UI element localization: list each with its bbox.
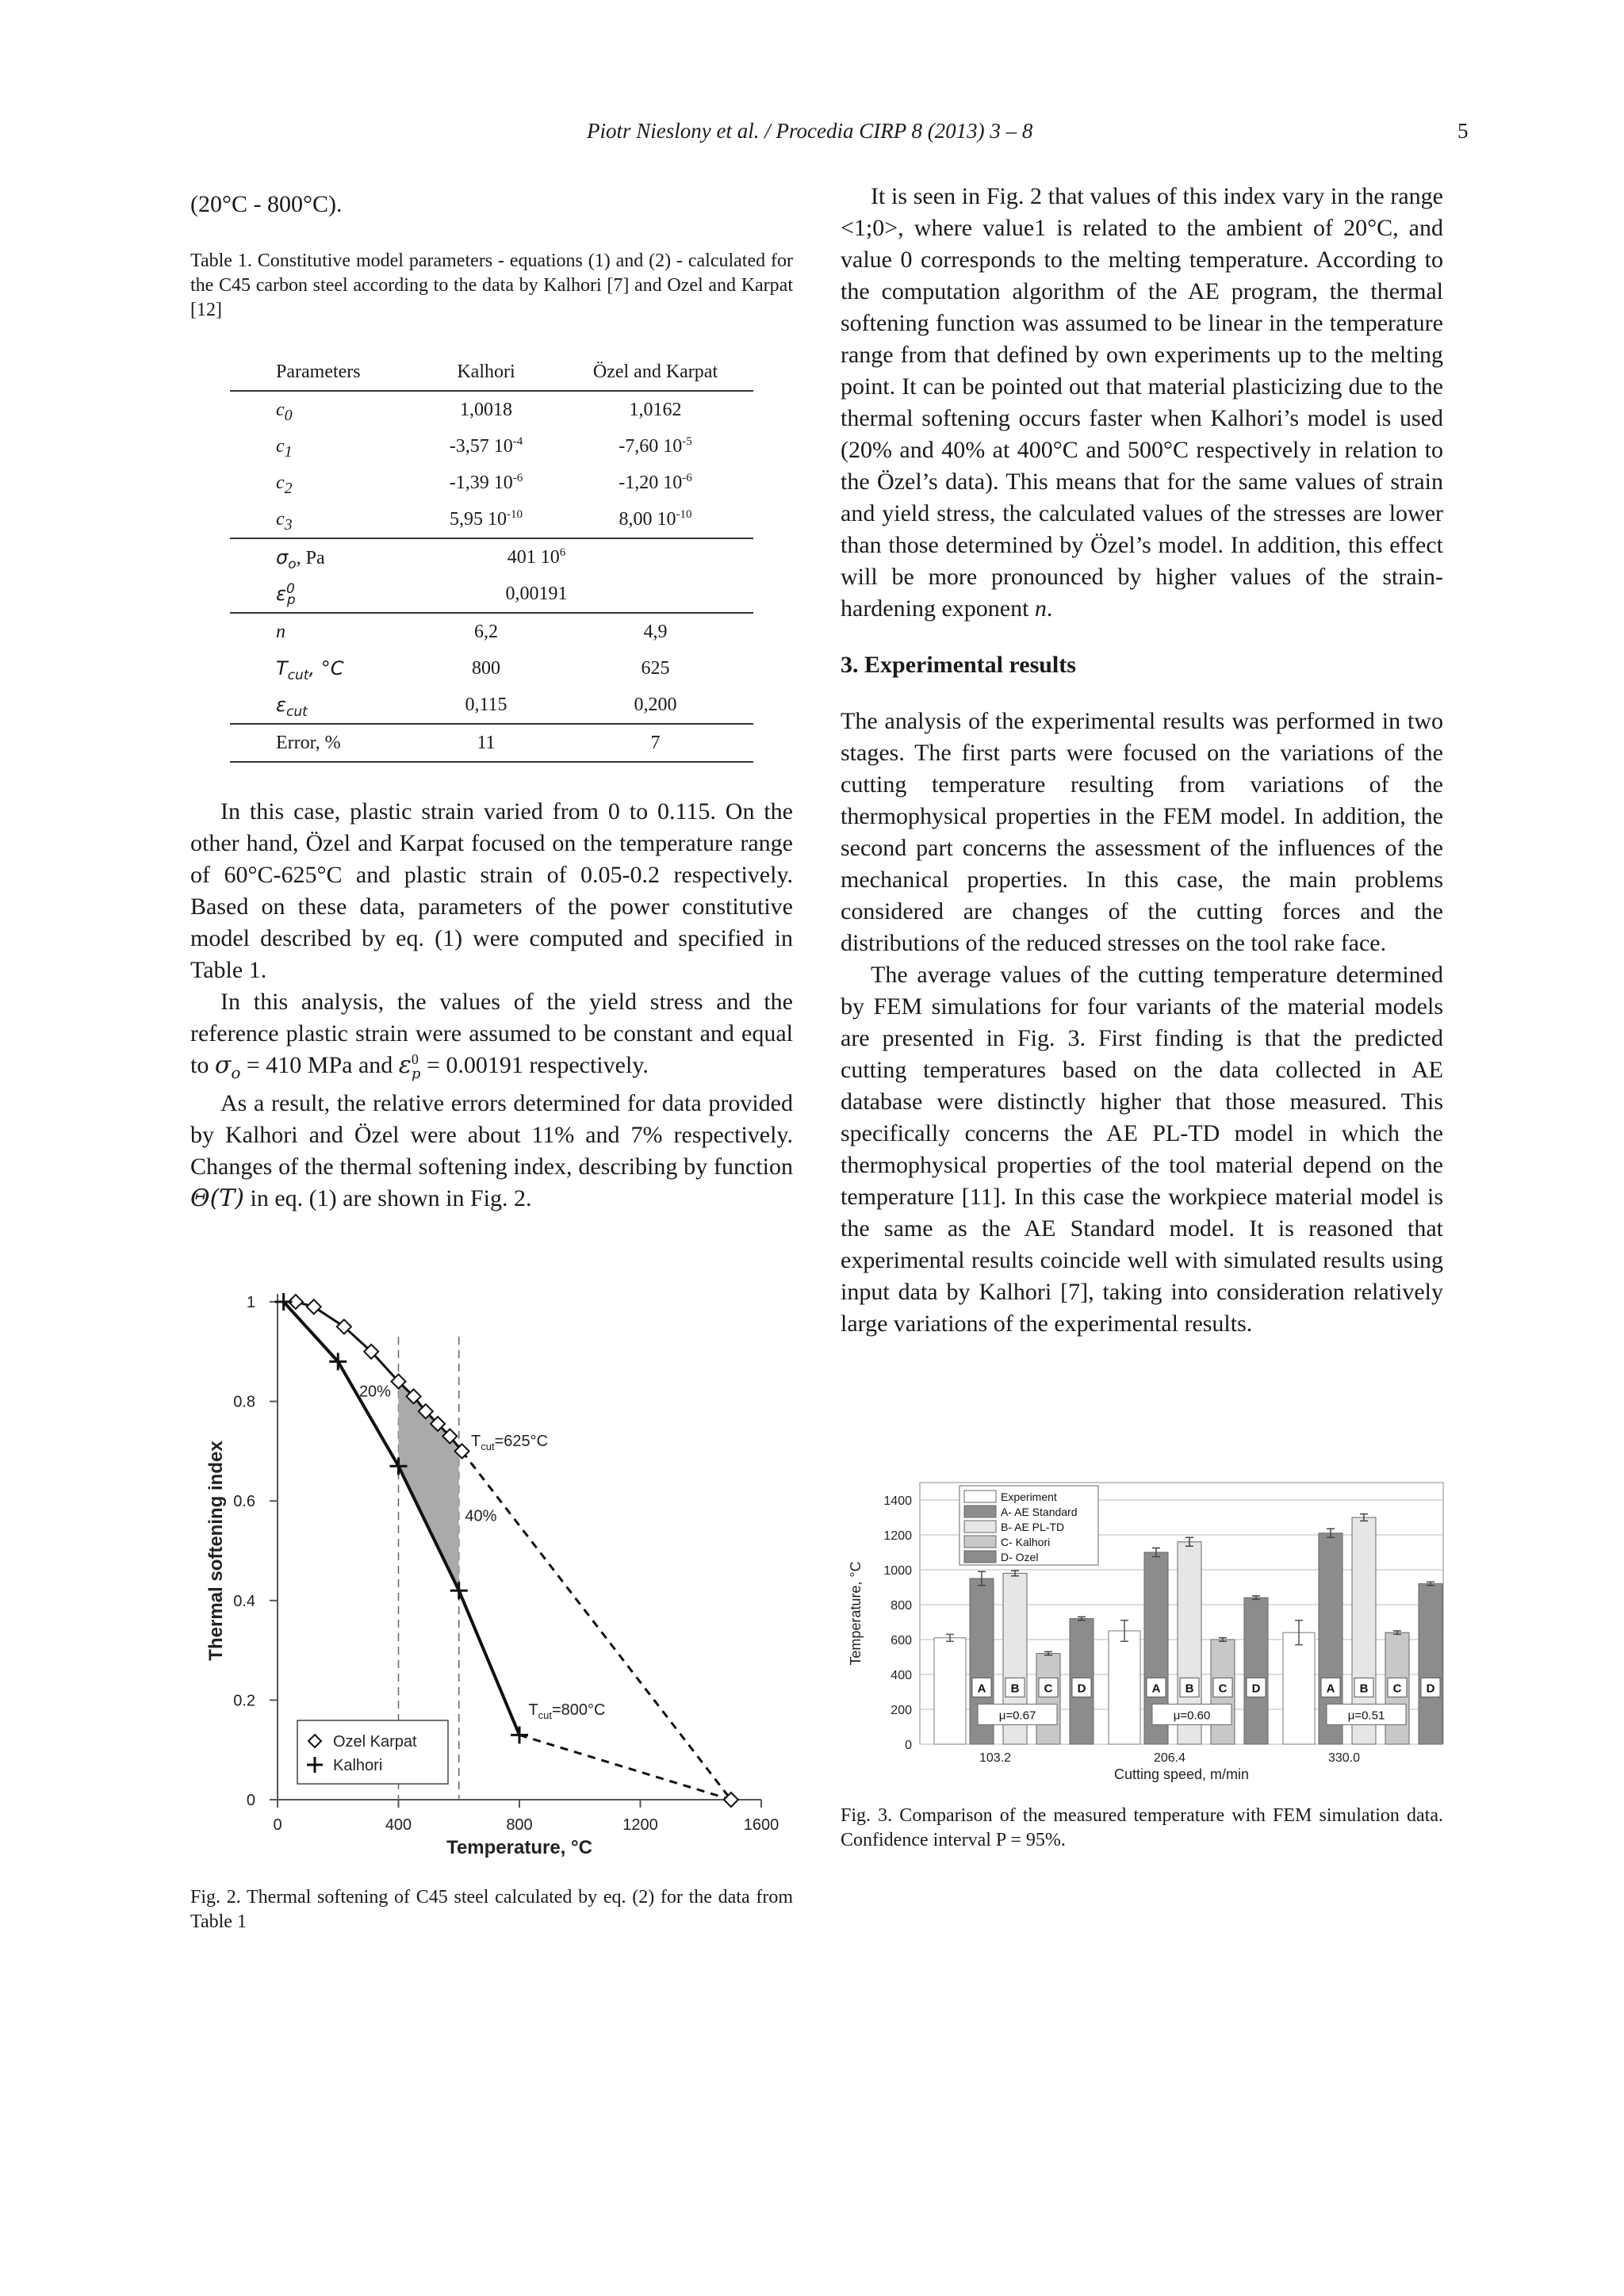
header-cell: Parameters <box>230 354 415 391</box>
bar-d <box>1244 1598 1268 1744</box>
extrapolation-line <box>462 1451 731 1800</box>
table-row <box>230 391 753 428</box>
table-row <box>230 613 753 650</box>
paragraph: It is seen in Fig. 2 that values of this index vary in the range <1;0>, where value1 is related to the ambient of 20°C, and value 0 corresponds to the melting temperature. According to the computation algorithm of the AE program, the thermal softening function was assumed to be linear in the temperature range from that defined by own experiments up to the melting point. It can be pointed out that material plasticizing due to the thermal softening occurs faster when Kalhori’s model is used (20% and 40% at 400°C and 500°C respectively in relation to the Özel’s data). This means that for the same values of strain and yield stress, the calculated values of the stresses are lower than those determined by Özel’s model. In addition, this effect will be more pronounced by higher values of the strain-hardening exponent n. <box>841 183 1443 622</box>
kalhori-cell: 11 <box>415 724 557 762</box>
legend-label: B- AE PL-TD <box>1001 1521 1065 1533</box>
right-column <box>841 181 1443 1340</box>
legend-label: Ozel Karpat <box>333 1733 417 1751</box>
ozel-cell: 7 <box>557 724 753 762</box>
param-cell: $T_{cut}$, °C <box>276 656 344 683</box>
y-tick-label: 1000 <box>883 1564 912 1578</box>
fig2-caption: Fig. 2. Thermal softening of C45 steel calculated by eq. (2) for the data from Table 1 <box>190 1887 793 1932</box>
kalhori-point <box>450 1582 468 1599</box>
ozel-cell: -7,60 $10^{-5}$ <box>619 434 692 457</box>
header-cell: Özel and Karpat <box>557 354 753 391</box>
param-cell: $\sigma_o$, Pa <box>276 545 325 572</box>
paragraph: In this case, plastic strain varied from 0 to 0.115. On the other hand, Özel and Karpat focused on the temperature range of 60°C-625°C and plastic strain of 0.05-0.2 respectively. Based on these data, parameters of the power constitutive model described by eq. (1) were computed and specified in Table 1. <box>190 798 793 983</box>
y-tick-label: 0.6 <box>233 1493 255 1511</box>
legend-swatch <box>964 1521 996 1533</box>
bar-letter: C <box>1392 1682 1402 1696</box>
running-title: Piotr Nieslony et al. / Procedia CIRP 8 (2013) 3 – 8 <box>587 119 1033 143</box>
param-cell: $c_0$ <box>276 399 293 424</box>
y-tick-label: 1200 <box>883 1529 912 1543</box>
x-axis-title: Cutting speed, m/min <box>1113 1766 1250 1782</box>
bar-d <box>1419 1584 1442 1744</box>
bar-letter: B <box>1010 1682 1020 1696</box>
legend-swatch <box>964 1551 996 1563</box>
paragraph: The average values of the cutting temperature determined by FEM simulations for four variants of the material models are presented in Fig. 3. First finding is that the predicted cutting temperatures based on the data collected in AE database were distinctly higher that those measured. This specifically concerns the AE PL-TD model in which the thermophysical properties of the tool material depend on the temperature [11]. In this case the workpiece material model is the same as the AE Standard model. It is reasoned that experimental results coincide well with simulated results using input data by Kalhori [7], taking into consideration relatively large variations of the experimental results. <box>841 962 1443 1337</box>
y-tick-label: 0.2 <box>233 1692 255 1710</box>
legend-label: Experiment <box>1001 1490 1057 1503</box>
paragraph: The analysis of the experimental results was performed in two stages. The first parts were focused on the variations of the cutting temperature resulting from variations of the thermophysical properties in the FEM model. In addition, the second part concerns the assessment of the influences of the mechanical properties. In this case, the main problems considered are changes of the cutting forces and the distributions of the reduced stresses on the tool rake face. <box>841 708 1443 956</box>
bar-letter: C <box>1218 1682 1228 1696</box>
param-cell: $c_2$ <box>276 472 293 497</box>
param-cell: $c_1$ <box>276 435 293 461</box>
shared-value-cell: 0,00191 <box>415 576 753 613</box>
y-tick-label: 400 <box>891 1669 912 1682</box>
ozel-cell: 4,9 <box>643 621 668 642</box>
fig2-axes <box>205 1294 779 1858</box>
table-row <box>230 724 753 762</box>
y-tick-label: 0 <box>905 1739 912 1752</box>
legend-label: A- AE Standard <box>1001 1506 1078 1518</box>
fig3-temperature-chart <box>841 1471 1451 1788</box>
parameters-table <box>230 354 753 763</box>
y-tick-label: 200 <box>891 1704 912 1717</box>
section-title: 3. Experimental results <box>841 652 1076 678</box>
y-axis-title: Thermal softening index <box>205 1441 227 1661</box>
bar-experiment <box>1109 1631 1140 1744</box>
table-row-sigma <box>230 538 753 576</box>
annotation: $T_{cut}=800^\circ C$ <box>528 1701 606 1722</box>
table-header-row <box>230 354 753 391</box>
kalhori-cell: 1,0018 <box>460 399 512 420</box>
param-cell: $\varepsilon^0_p$ <box>230 576 415 613</box>
x-tick-label: 800 <box>506 1816 533 1834</box>
annotation: 40% <box>465 1507 497 1525</box>
bar-letter: D <box>1077 1682 1086 1696</box>
param-cell: $\varepsilon_{cut}$ <box>230 687 415 724</box>
ozel-cell: 1,0162 <box>629 399 682 420</box>
bar-c <box>1036 1654 1060 1744</box>
header-cell: Kalhori <box>415 354 557 391</box>
table-row-epsilon <box>230 576 753 613</box>
bar-experiment <box>1283 1632 1315 1744</box>
table-row <box>230 465 753 501</box>
bar-letter: A <box>977 1682 986 1696</box>
table-row <box>230 501 753 538</box>
bar-letter: D <box>1251 1682 1261 1696</box>
y-tick-label: 0 <box>246 1792 255 1809</box>
bar-experiment <box>934 1638 966 1744</box>
legend-label: Kalhori <box>333 1757 383 1774</box>
ozel-cell: -1,20 $10^{-6}$ <box>619 471 692 493</box>
ozel-cell: 625 <box>641 657 670 679</box>
extrapolation-line <box>519 1735 731 1800</box>
mu-label: μ=0.67 <box>998 1709 1036 1723</box>
kalhori-cell: 0,115 <box>415 687 557 724</box>
bar-letter: A <box>1151 1682 1161 1696</box>
table-caption: Table 1. Constitutive model parameters - equations (1) and (2) - calculated for the C45 carbon steel according to the data by Kalhori [7] and Ozel and Karpat [12] <box>190 251 793 320</box>
bar-letter: D <box>1426 1682 1435 1696</box>
legend-label: C- Kalhori <box>1001 1536 1051 1548</box>
paragraph: In this analysis, the values of the yield stress and the reference plastic strain were assumed to be constant and equal to $\sigma_o = 410$ MPa and $\varepsilon^0_p = 0.00191$ respectively. <box>190 989 793 1082</box>
annotation: $T_{cut}=625^\circ C$ <box>471 1433 549 1453</box>
fig3-caption: Fig. 3. Comparison of the measured temperature with FEM simulation data. Confidence interval P = 95%. <box>841 1805 1443 1850</box>
x-tick-label: 400 <box>385 1816 412 1834</box>
x-tick-label: 206.4 <box>1153 1751 1186 1765</box>
y-tick-label: 600 <box>891 1634 912 1647</box>
kalhori-cell: -3,57 $10^{-4}$ <box>449 434 523 457</box>
table-row <box>230 687 753 724</box>
page-number: 5 <box>1457 119 1469 143</box>
x-tick-label: 0 <box>273 1816 282 1834</box>
x-tick-label: 103.2 <box>979 1751 1012 1765</box>
legend-swatch <box>964 1506 996 1517</box>
legend-swatch <box>964 1490 996 1502</box>
ozel-point <box>307 1299 321 1314</box>
bar-letter: B <box>1359 1682 1369 1696</box>
legend-label: D- Ozel <box>1001 1551 1039 1563</box>
param-cell: n <box>276 621 285 642</box>
x-tick-label: 1600 <box>743 1816 779 1834</box>
param-cell: $c_3$ <box>230 501 415 538</box>
kalhori-cell: -1,39 $10^{-6}$ <box>449 471 523 493</box>
y-tick-label: 1 <box>246 1294 255 1311</box>
shared-value-cell: 401 $10^6$ <box>507 545 566 568</box>
ozel-cell: 8,00 $10^{-10}$ <box>557 501 753 538</box>
ozel-cell: 0,200 <box>557 687 753 724</box>
param-cell: Error, % <box>230 724 415 762</box>
bar-letter: B <box>1185 1682 1194 1696</box>
fragment-text: (20°C - 800°C). <box>190 191 343 217</box>
mu-label: μ=0.60 <box>1173 1709 1211 1723</box>
table-row <box>230 650 753 687</box>
x-axis-title: Temperature, °C <box>446 1837 592 1858</box>
page-header <box>0 119 1624 151</box>
left-body-text <box>190 796 793 1215</box>
x-tick-label: 1200 <box>622 1816 658 1834</box>
kalhori-cell: 800 <box>472 657 500 679</box>
mu-label: μ=0.51 <box>1347 1709 1385 1723</box>
table-row <box>230 428 753 465</box>
y-tick-label: 1400 <box>883 1494 912 1508</box>
y-tick-label: 0.8 <box>233 1393 255 1411</box>
y-axis-title: Temperature, °C <box>848 1561 864 1666</box>
annotation: 20% <box>358 1383 391 1401</box>
fig2-series <box>275 1293 738 1807</box>
kalhori-cell: 5,95 $10^{-10}$ <box>415 501 557 538</box>
kalhori-cell: 6,2 <box>474 621 498 642</box>
fig2-thermal-softening-chart <box>198 1276 785 1863</box>
y-tick-label: 800 <box>891 1599 912 1613</box>
y-tick-label: 0.4 <box>233 1592 255 1610</box>
bar-letter: C <box>1044 1682 1053 1696</box>
bar-letter: A <box>1326 1682 1335 1696</box>
legend-box <box>297 1720 448 1784</box>
paragraph: As a result, the relative errors determined for data provided by Kalhori and Özel were about 11% and 7% respectively. Changes of the thermal softening index, describing by function Θ(T) in eq. (1) are shown in Fig. 2. <box>190 1090 793 1212</box>
kalhori-point <box>511 1726 528 1743</box>
legend-swatch <box>964 1536 996 1548</box>
x-tick-label: 330.0 <box>1327 1751 1361 1765</box>
